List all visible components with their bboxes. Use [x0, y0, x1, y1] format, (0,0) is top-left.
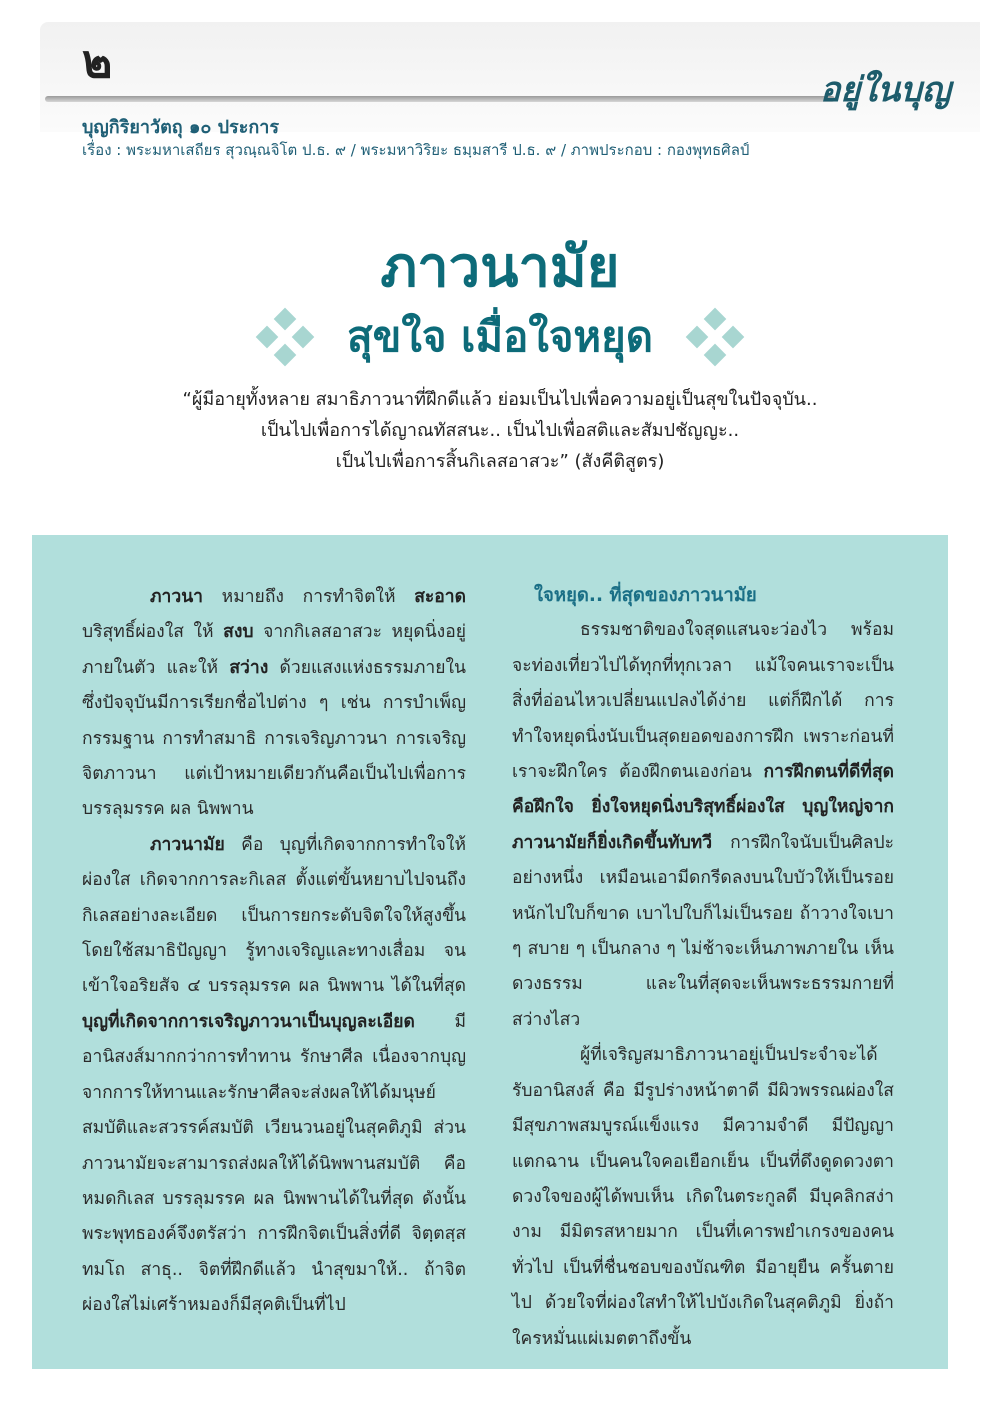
epigraph-quote: [120, 384, 880, 477]
diamond-ornament-right-icon: [687, 309, 743, 365]
text: คือ บุญที่เกิดจากการทำใจให้ผ่องใส เกิดจากการละกิเลส ตั้งแต่ขั้นหยาบไปจนถึงกิเลสอย่างละเอียด เป็นการยกระดับจิตใจให้สูงขึ้นโดยใช้สมาธิปัญญา รู้ทางเจริญและทางเสื่อม จนเข้าใจอริยสัจ ๔ บรรลุมรรค ผล นิพพาน ได้ในที่สุด: [82, 834, 466, 997]
term-bhavana: ภาวนา: [150, 587, 203, 607]
series-title: บุญกิริยาวัตถุ ๑๐ ประการ: [82, 117, 280, 138]
term-bhavanamaya: ภาวนามัย: [150, 834, 225, 855]
section-heading: ใจหยุด.. ที่สุดของภาวนามัย: [534, 585, 757, 606]
text: ด้วยแสงแห่งธรรมภายใน ซึ่งปัจจุบันมีการเรียกชื่อไปต่าง ๆ เช่น การบำเพ็ญกรรมฐาน การทำสมาธิ การเจริญภาวนา การเจริญจิตภาวนา แต่เป้าหมายเดียวกันคือเป็นไปเพื่อการบรรลุมรรค ผล นิพพาน: [82, 657, 466, 820]
bold-term: สะอาด: [414, 587, 466, 607]
text: มีอานิสงส์มากกว่าการทำทาน รักษาศีล เนื่องจากบุญจากการให้ทานและรักษาศีลจะส่งผลให้ได้มนุษย์สมบัติและสวรรค์สมบัติ เวียนวนอยู่ในสุคติภูมิ ส่วนภาวนามัยจะสามารถส่งผลให้ได้นิพพานสมบัติ คือ หมดกิเลส บรรลุมรรค ผล นิพพานได้ในที่สุด ดังนั้นพระพุทธองค์จึงตรัสว่า การฝึกจิตเป็นสิ่งที่ดี จิตฺตสฺส ทมโถ สาธุ.. จิตที่ฝึกดีแล้ว นำสุขมาให้.. ถ้าจิตผ่องใสไม่เศร้าหมองก็มีสุคติเป็นที่ไป: [82, 1011, 466, 1316]
subtitle-row: [0, 304, 1000, 370]
header-divider: [45, 96, 835, 102]
text: จากกิเลสอาสวะ หยุดนิ่งอยู่ภายในตัว และให้: [82, 622, 466, 678]
magazine-logo: อยู่ในบุญ: [820, 70, 951, 110]
bold-statement: บุญที่เกิดจากการเจริญภาวนาเป็นบุญละเอียด: [82, 1011, 415, 1032]
text: หมายถึง การทำจิตให้: [202, 587, 415, 607]
article-subtitle: สุขใจ เมื่อใจหยุด: [346, 312, 654, 361]
credits-line: เรื่อง : พระมหาเสถียร สุวณฺณจิโต ป.ธ. ๙ / พระมหาวิริยะ ธมฺมสารี ป.ธ. ๙ / ภาพประกอบ : กองพุทธศิลป์: [82, 141, 750, 159]
quote-line: เป็นไปเพื่อการได้ญาณทัสสนะ.. เป็นไปเพื่อสติและสัมปชัญญะ..: [260, 420, 740, 441]
text: การฝึกใจนับเป็นศิลปะอย่างหนึ่ง เหมือนเอามีดกรีดลงบนใบบัวให้เป็นรอย หนักไปใบก็ขาด เบาไปใบก็ไม่เป็นรอย ถ้าวางใจเบา ๆ สบาย ๆ เป็นกลาง ๆ ไม่ช้าจะเห็นภาพภายใน เห็นดวงธรรม และในที่สุดจะเห็นพระธรรมกายที่สว่างไสว: [512, 832, 894, 1030]
diamond-ornament-left-icon: [257, 309, 313, 365]
bold-statement: การฝึกตนที่ดีที่สุดคือฝึกใจ ยิ่งใจหยุดนิ่งบริสุทธิ์ผ่องใส บุญใหญ่จากภาวนามัยก็ยิ่งเกิดขึ้นทับทวี: [512, 762, 894, 853]
page-number: ๒: [82, 34, 113, 88]
text: บริสุทธิ์ผ่องใส ให้: [82, 622, 224, 643]
paragraph: [82, 828, 466, 1324]
text: ธรรมชาติของใจสุดแสนจะว่องไว พร้อมจะท่องเที่ยวไปได้ทุกที่ทุกเวลา แม้ใจคนเราจะเป็นสิ่งที่อ่อนไหวเปลี่ยนแปลงได้ง่าย แต่ก็ฝึกได้ การทำใจหยุดนิ่งนับเป็นสุดยอดของการฝึก เพราะก่อนที่เราจะฝึกใคร ต้องฝึกตนเองก่อน: [512, 620, 894, 783]
quote-line: “ผู้มีอายุทั้งหลาย สมาธิภาวนาที่ฝึกดีแล้ว ย่อมเป็นไปเพื่อความอยู่เป็นสุขในปัจจุบัน..: [182, 389, 818, 410]
paragraph: ผู้ที่เจริญสมาธิภาวนาอยู่เป็นประจำจะได้รับอานิสงส์ คือ มีรูปร่างหน้าตาดี มีผิวพรรณผ่องใส มีสุขภาพสมบูรณ์แข็งแรง มีความจำดี มีปัญญาแตกฉาน เป็นคนใจคอเยือกเย็น เป็นที่ดึงดูดดวงตาดวงใจของผู้ได้พบเห็น เกิดในตระกูลดี มีบุคลิกสง่างาม มีมิตรสหายมาก เป็นที่เคารพยำเกรงของคนทั่วไป เป็นที่ชื่นชอบของบัณฑิต มีอายุยืน ครั้นตายไป ด้วยใจที่ผ่องใสทำให้ไปบังเกิดในสุคติภูมิ ยิ่งถ้าใครหมั่นแผ่เมตตาถึงขั้น: [512, 1045, 894, 1349]
paragraph: [512, 613, 894, 1038]
left-column: [82, 580, 466, 1324]
article-title: ภาวนามัย: [380, 235, 620, 300]
right-column: [512, 578, 894, 1357]
bold-term: สว่าง: [229, 657, 269, 678]
paragraph: [82, 580, 466, 828]
bold-term: สงบ: [223, 622, 254, 643]
quote-line: เป็นไปเพื่อการสิ้นกิเลสอาสวะ” (สังคีติสูตร): [335, 451, 665, 472]
